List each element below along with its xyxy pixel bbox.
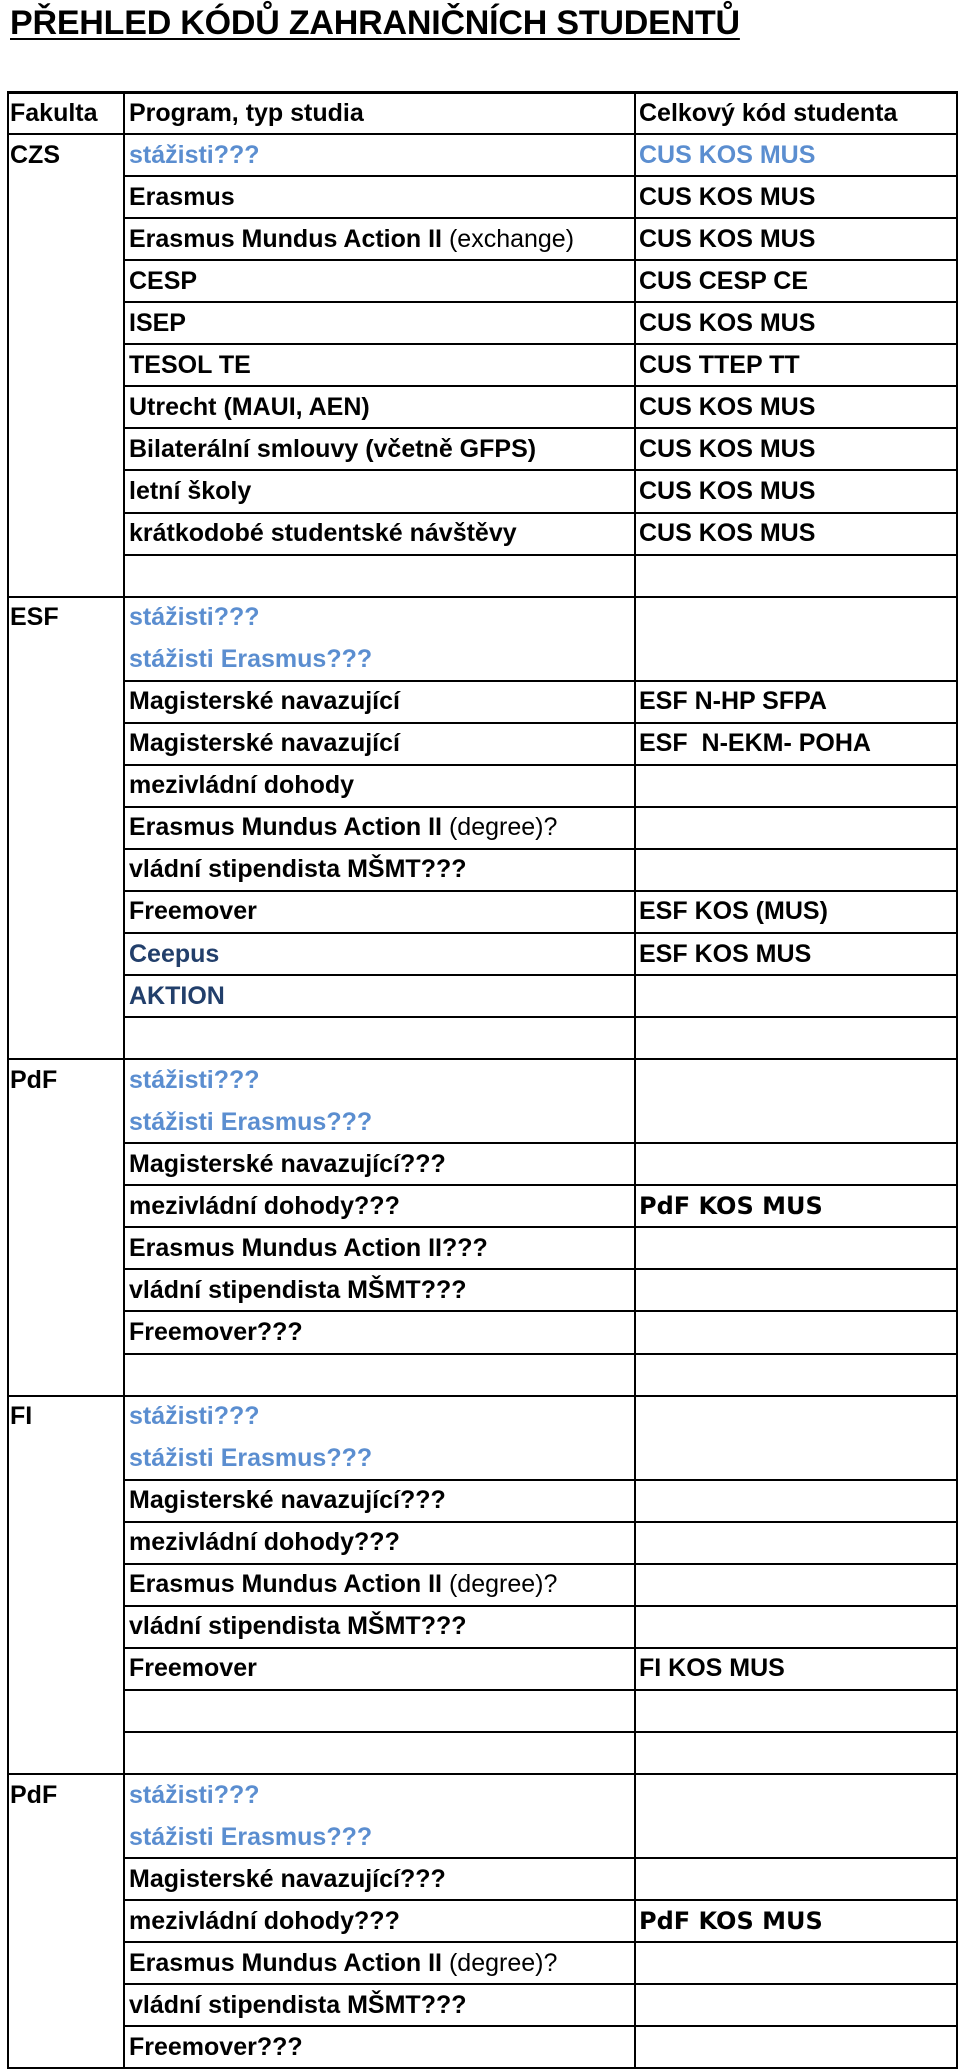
program-cell [123, 1311, 634, 1353]
student-code-cell [634, 1438, 958, 1480]
program-cell [123, 849, 634, 891]
column-header-code: Celkový kód studenta [639, 98, 898, 127]
student-code-cell [634, 1690, 958, 1732]
faculty-cell [7, 555, 123, 597]
program-cell [123, 1438, 634, 1480]
program-label: stážisti??? [129, 1402, 260, 1431]
student-code-cell: PdF KOS MUS [639, 1907, 823, 1936]
table-row [7, 1522, 958, 1564]
table-row [7, 1690, 958, 1732]
table-row [7, 302, 958, 344]
program-cell [123, 1059, 634, 1101]
faculty-cell [7, 302, 123, 344]
program-label: Freemover [129, 1654, 257, 1683]
faculty-cell [7, 1522, 123, 1564]
faculty-cell [7, 428, 123, 470]
table-row [7, 386, 958, 428]
table-row [7, 723, 958, 765]
faculty-cell [7, 975, 123, 1017]
program-cell [123, 933, 634, 975]
faculty-cell [7, 1942, 123, 1984]
table-row [7, 1354, 958, 1396]
program-label: mezivládní dohody??? [129, 1191, 400, 1220]
table-row [7, 1438, 958, 1480]
faculty-cell: PdF [10, 1065, 58, 1094]
program-cell [123, 1732, 634, 1774]
program-cell [123, 1017, 634, 1059]
table-row [7, 1816, 958, 1858]
student-code-cell [634, 1942, 958, 1984]
faculty-cell [7, 639, 123, 681]
student-code-cell [634, 555, 958, 597]
program-cell [123, 1606, 634, 1648]
table-row [7, 933, 958, 975]
student-code-cell [634, 1101, 958, 1143]
faculty-cell [7, 1311, 123, 1353]
program-label: Bilaterální smlouvy (včetně GFPS) [129, 434, 537, 463]
faculty-cell [7, 260, 123, 302]
program-cell [123, 302, 634, 344]
program-suffix: (degree)? [442, 813, 558, 842]
student-code-cell: CUS KOS MUS [639, 182, 816, 211]
program-cell [123, 1101, 634, 1143]
table-row [7, 428, 958, 470]
program-label: stážisti Erasmus??? [129, 1444, 373, 1473]
table-row [7, 597, 958, 639]
program-cell [123, 1143, 634, 1185]
table-row [7, 470, 958, 512]
program-cell [123, 260, 634, 302]
program-label: stážisti??? [129, 1065, 260, 1094]
program-label: Erasmus Mundus Action II [129, 224, 443, 253]
faculty-cell [7, 1269, 123, 1311]
student-code-cell: PdF KOS MUS [639, 1192, 823, 1221]
program-label: vládní stipendista MŠMT??? [129, 1275, 467, 1304]
student-code-cell [634, 1522, 958, 1564]
table-row [7, 134, 958, 176]
faculty-cell [7, 1438, 123, 1480]
program-label: stážisti??? [129, 1780, 260, 1809]
program-label: Ceepus [129, 939, 220, 968]
program-cell [123, 1396, 634, 1438]
faculty-cell [7, 1564, 123, 1606]
table-row [7, 807, 958, 849]
student-code-cell [634, 1059, 958, 1101]
program-cell [123, 1900, 634, 1942]
student-code-cell: ESF KOS (MUS) [639, 897, 828, 926]
program-cell [123, 975, 634, 1017]
student-code-cell [634, 1774, 958, 1816]
faculty-cell [7, 1984, 123, 2026]
program-cell [123, 1564, 634, 1606]
column-header-program: Program, typ studia [129, 98, 364, 127]
student-code-cell [634, 1227, 958, 1269]
program-label: stážisti Erasmus??? [129, 1822, 373, 1851]
student-code-table [7, 92, 958, 2065]
program-label: CESP [129, 266, 198, 295]
table-row [7, 2026, 958, 2068]
student-code-cell: CUS KOS MUS [639, 476, 816, 505]
student-code-cell [634, 1311, 958, 1353]
program-cell [123, 344, 634, 386]
column-header-faculty: Fakulta [10, 98, 98, 127]
faculty-cell [7, 1354, 123, 1396]
table-row [7, 513, 958, 555]
program-cell [123, 1774, 634, 1816]
student-code-cell [634, 807, 958, 849]
student-code-cell: ESF N-EKM- POHA [639, 729, 871, 758]
student-code-cell: CUS KOS MUS [639, 140, 816, 169]
table-row [7, 681, 958, 723]
table-row [7, 176, 958, 218]
student-code-cell: CUS TTEP TT [639, 350, 800, 379]
program-label: Erasmus [129, 182, 235, 211]
student-code-cell [634, 1143, 958, 1185]
program-label: Freemover??? [129, 1317, 303, 1346]
table-row [7, 975, 958, 1017]
faculty-cell: FI [10, 1402, 33, 1431]
program-cell [123, 723, 634, 765]
faculty-cell [7, 1732, 123, 1774]
program-label: AKTION [129, 981, 225, 1010]
table-row [7, 1269, 958, 1311]
table-row [7, 555, 958, 597]
student-code-cell: CUS KOS MUS [639, 224, 816, 253]
table-row [7, 1101, 958, 1143]
table-row [7, 344, 958, 386]
table-row [7, 260, 958, 302]
table-row [7, 1774, 958, 1816]
faculty-cell [7, 1648, 123, 1690]
program-label: stážisti??? [129, 603, 260, 632]
faculty-cell [7, 723, 123, 765]
program-label: Freemover [129, 897, 257, 926]
student-code-cell [634, 639, 958, 681]
program-cell [123, 681, 634, 723]
table-row [7, 1311, 958, 1353]
program-label: mezivládní dohody [129, 771, 355, 800]
student-code-cell [634, 597, 958, 639]
faculty-cell [7, 1816, 123, 1858]
program-cell [123, 428, 634, 470]
student-code-cell [634, 1017, 958, 1059]
program-label: Magisterské navazující??? [129, 1149, 446, 1178]
program-cell [123, 891, 634, 933]
table-row [7, 1942, 958, 1984]
program-cell [123, 470, 634, 512]
faculty-cell [7, 1606, 123, 1648]
program-cell [123, 1522, 634, 1564]
program-cell [123, 765, 634, 807]
faculty-cell [7, 386, 123, 428]
faculty-cell [7, 1143, 123, 1185]
table-row [7, 1227, 958, 1269]
student-code-cell [634, 1396, 958, 1438]
program-label: ISEP [129, 308, 186, 337]
student-code-cell [634, 2026, 958, 2068]
faculty-cell [7, 1858, 123, 1900]
faculty-cell: ESF [10, 603, 59, 632]
program-cell [123, 1354, 634, 1396]
program-cell [123, 176, 634, 218]
program-label: letní školy [129, 476, 252, 505]
program-cell [123, 1648, 634, 1690]
faculty-cell [7, 891, 123, 933]
program-suffix: (degree)? [442, 1570, 558, 1599]
program-cell [123, 1480, 634, 1522]
student-code-cell: CUS CESP CE [639, 266, 809, 295]
table-row [7, 1480, 958, 1522]
program-suffix: (exchange) [442, 224, 575, 253]
program-cell [123, 1690, 634, 1732]
program-cell [123, 1858, 634, 1900]
program-label: Magisterské navazující??? [129, 1864, 446, 1893]
student-code-cell: FI KOS MUS [639, 1654, 785, 1683]
student-code-cell: CUS KOS MUS [639, 434, 816, 463]
program-label: Erasmus Mundus Action II [129, 813, 443, 842]
student-code-cell [634, 1480, 958, 1522]
program-cell [123, 1185, 634, 1227]
program-cell [123, 2026, 634, 2068]
table-row [7, 1396, 958, 1438]
faculty-cell [7, 933, 123, 975]
faculty-cell [7, 1185, 123, 1227]
faculty-cell [7, 765, 123, 807]
student-code-cell: CUS KOS MUS [639, 392, 816, 421]
program-label: vládní stipendista MŠMT??? [129, 1612, 467, 1641]
program-label: stážisti Erasmus??? [129, 1107, 373, 1136]
table-row [7, 1564, 958, 1606]
table-row [7, 218, 958, 260]
student-code-cell [634, 1732, 958, 1774]
program-label: Erasmus Mundus Action II [129, 1948, 443, 1977]
faculty-cell [7, 1690, 123, 1732]
table-row [7, 849, 958, 891]
program-cell [123, 807, 634, 849]
program-cell [123, 218, 634, 260]
student-code-cell [634, 849, 958, 891]
table-row [7, 1606, 958, 1648]
program-label: vládní stipendista MŠMT??? [129, 1990, 467, 2019]
faculty-cell [7, 344, 123, 386]
program-label: stážisti??? [129, 140, 260, 169]
program-label: mezivládní dohody??? [129, 1906, 400, 1935]
faculty-cell [7, 513, 123, 555]
program-label: Erasmus Mundus Action II??? [129, 1233, 488, 1262]
student-code-cell [634, 1858, 958, 1900]
program-cell [123, 513, 634, 555]
faculty-cell [7, 176, 123, 218]
program-cell [123, 1984, 634, 2026]
program-label: vládní stipendista MŠMT??? [129, 855, 467, 884]
faculty-cell [7, 218, 123, 260]
program-cell [123, 555, 634, 597]
student-code-cell [634, 1269, 958, 1311]
program-cell [123, 1227, 634, 1269]
faculty-cell [7, 1101, 123, 1143]
program-label: Magisterské navazující [129, 687, 400, 716]
program-label: mezivládní dohody??? [129, 1528, 400, 1557]
student-code-cell: ESF N-HP SFPA [639, 687, 827, 716]
program-cell [123, 1269, 634, 1311]
table-row [7, 1017, 958, 1059]
table-row [7, 1900, 958, 1942]
program-label: Utrecht (MAUI, AEN) [129, 392, 370, 421]
student-code-cell [634, 1816, 958, 1858]
program-cell [123, 639, 634, 681]
program-label: Erasmus Mundus Action II [129, 1570, 443, 1599]
student-code-cell [634, 1606, 958, 1648]
student-code-cell: CUS KOS MUS [639, 308, 816, 337]
faculty-cell [7, 470, 123, 512]
faculty-cell: CZS [10, 140, 60, 169]
student-code-cell: CUS KOS MUS [639, 519, 816, 548]
program-cell [123, 134, 634, 176]
student-code-cell [634, 1354, 958, 1396]
student-code-cell [634, 765, 958, 807]
program-cell [123, 386, 634, 428]
faculty-cell [7, 1017, 123, 1059]
faculty-cell [7, 1227, 123, 1269]
table-header-row [7, 92, 958, 134]
program-suffix: (degree)? [442, 1948, 558, 1977]
student-code-cell: ESF KOS MUS [639, 939, 812, 968]
table-row [7, 765, 958, 807]
program-label: Magisterské navazující [129, 729, 400, 758]
faculty-cell: PdF [10, 1780, 58, 1809]
table-row [7, 1143, 958, 1185]
faculty-cell [7, 681, 123, 723]
program-cell [123, 1942, 634, 1984]
page-title: PŘEHLED KÓDŮ ZAHRANIČNÍCH STUDENTŮ [10, 4, 740, 42]
student-code-cell [634, 1564, 958, 1606]
program-label: Freemover??? [129, 2032, 303, 2061]
program-label: TESOL TE [129, 350, 251, 379]
program-label: stážisti Erasmus??? [129, 645, 373, 674]
table-row [7, 639, 958, 681]
program-label: krátkodobé studentské návštěvy [129, 519, 517, 548]
faculty-cell [7, 807, 123, 849]
program-label: Magisterské navazující??? [129, 1486, 446, 1515]
faculty-cell [7, 1480, 123, 1522]
student-code-cell [634, 1984, 958, 2026]
faculty-cell [7, 1900, 123, 1942]
student-code-cell [634, 975, 958, 1017]
table-row [7, 1858, 958, 1900]
faculty-cell [7, 849, 123, 891]
table-row [7, 1059, 958, 1101]
table-row [7, 1648, 958, 1690]
faculty-cell [7, 2026, 123, 2068]
program-cell [123, 1816, 634, 1858]
table-row [7, 1185, 958, 1227]
program-cell [123, 597, 634, 639]
table-row [7, 891, 958, 933]
table-row [7, 1984, 958, 2026]
table-row [7, 1732, 958, 1774]
